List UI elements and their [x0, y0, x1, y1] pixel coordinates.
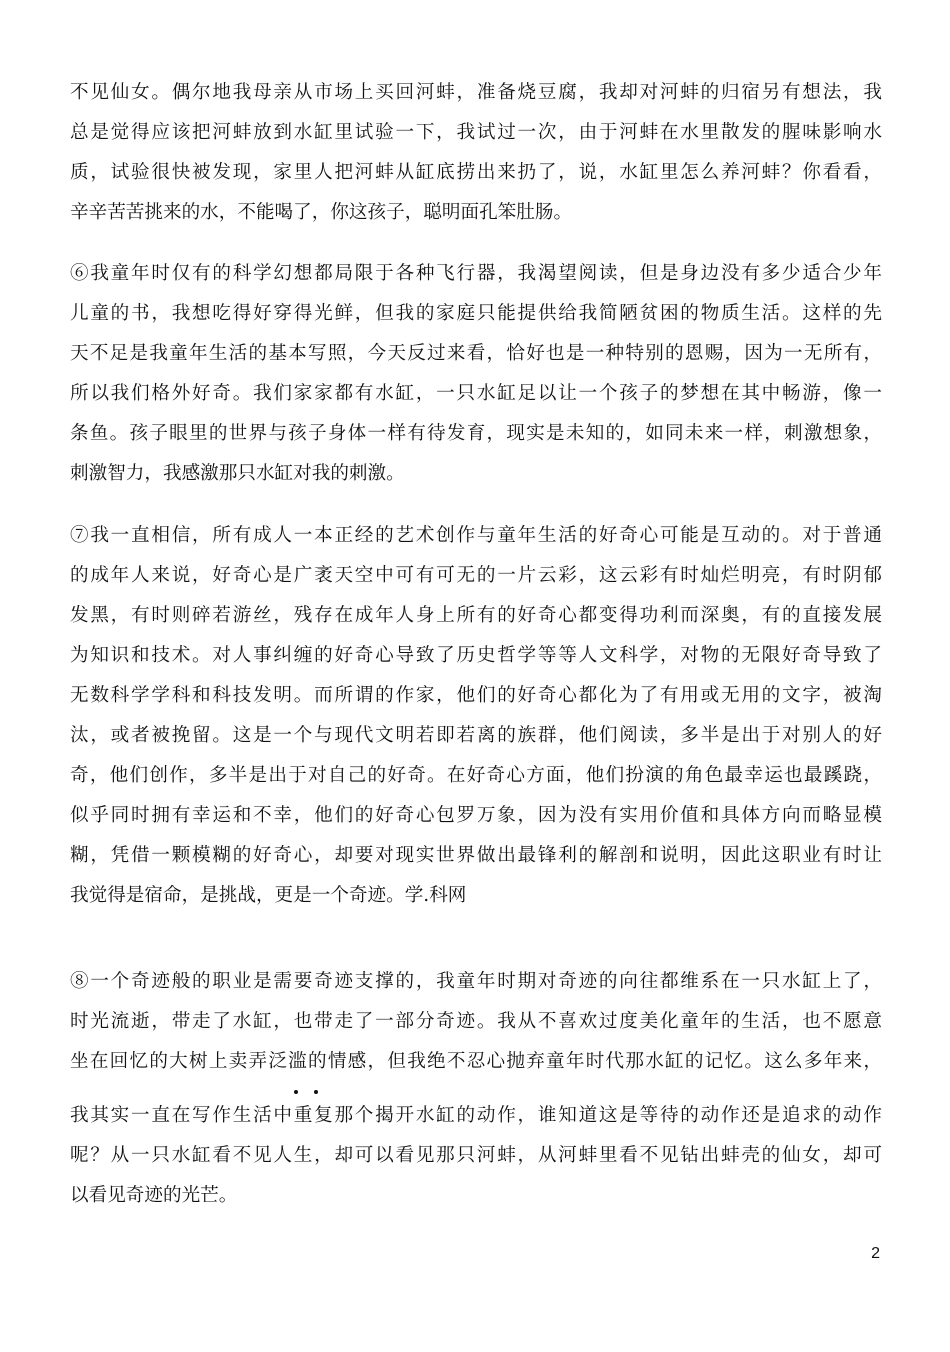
page-number: 2 — [871, 1245, 880, 1262]
text-line: 糊，凭借一颗模糊的好奇心，却要对现实世界做出最锋利的解剖和说明，因此这职业有时让 — [70, 845, 882, 866]
text-line: 所以我们格外好奇。我们家家都有水缸，一只水缸足以让一个孩子的梦想在其中畅游，像一 — [70, 383, 882, 404]
emphasis-dots — [294, 1090, 334, 1100]
text-line: 呢？从一只水缸看不见人生，却可以看见那只河蚌，从河蚌里看不见钻出蚌壳的仙女，却可 — [70, 1145, 882, 1166]
text-line: 质，试验很快被发现，家里人把河蚌从缸底捞出来扔了，说，水缸里怎么养河蚌？你看看， — [70, 162, 882, 183]
text-line: 辛辛苦苦挑来的水，不能喝了，你这孩子，聪明面孔笨肚肠。 — [70, 202, 573, 223]
text-line: 条鱼。孩子眼里的世界与孩子身体一样有待发育，现实是未知的，如同未来一样，刺激想象， — [70, 423, 882, 444]
text-line: 我觉得是宿命，是挑战，更是一个奇迹。学.科网 — [70, 885, 467, 906]
text-line: 时光流逝，带走了水缸，也带走了一部分奇迹。我从不喜欢过度美化童年的生活，也不愿意 — [70, 1011, 882, 1032]
text-line: 为知识和技术。对人事纠缠的好奇心导致了历史哲学等等人文科学，对物的无限好奇导致了 — [70, 645, 882, 666]
text-line: 的成年人来说，好奇心是广袤天空中可有可无的一片云彩，这云彩有时灿烂明亮，有时阴郁 — [70, 565, 882, 586]
text-line: 发黑，有时则碎若游丝，残存在成年人身上所有的好奇心都变得功利而深奥，有的直接发展 — [70, 605, 882, 626]
paragraph-6 — [70, 254, 882, 494]
text-line: 无数科学学科和科技发明。而所谓的作家，他们的好奇心都化为了有用或无用的文字，被淘 — [70, 685, 882, 706]
emphasis-dot — [294, 1090, 298, 1094]
text-line: 总是觉得应该把河蚌放到水缸里试验一下，我试过一次，由于河蚌在水里散发的腥味影响水 — [70, 122, 882, 143]
text-line: ⑥我童年时仅有的科学幻想都局限于各种飞行器，我渴望阅读，但是身边没有多少适合少年 — [70, 263, 882, 284]
paragraph-5-continuation — [70, 73, 882, 233]
text-line: 不见仙女。偶尔地我母亲从市场上买回河蚌，准备烧豆腐，我却对河蚌的归宿另有想法，我 — [70, 82, 882, 103]
text-line: 汰，或者被挽留。这是一个与现代文明若即若离的族群，他们阅读，多半是出于对别人的好 — [70, 725, 882, 746]
paragraph-8 — [70, 962, 882, 1216]
text-line: 以看见奇迹的光芒。 — [70, 1185, 238, 1206]
text-line: 似乎同时拥有幸运和不幸，他们的好奇心包罗万象，因为没有实用价值和具体方向而略显模 — [70, 805, 882, 826]
paragraph-7 — [70, 516, 882, 916]
text-line: ⑦我一直相信，所有成人一本正经的艺术创作与童年生活的好奇心可能是互动的。对于普通 — [70, 525, 882, 546]
text-line: 坐在回忆的大树上卖弄泛滥的情感，但我绝不忍心抛弃童年时代那水缸的记忆。这么多年来， — [70, 1051, 882, 1072]
text-line: ⑧一个奇迹般的职业是需要奇迹支撑的，我童年时期对奇迹的向往都维系在一只水缸上了， — [70, 971, 882, 992]
text-line: 天不足是我童年生活的基本写照，今天反过来看，恰好也是一种特别的恩赐，因为一无所有， — [70, 343, 882, 364]
text-line: 儿童的书，我想吃得好穿得光鲜，但我的家庭只能提供给我简陋贫困的物质生活。这样的先 — [70, 303, 882, 324]
text-line: 奇，他们创作，多半是出于对自己的好奇。在好奇心方面，他们扮演的角色最幸运也最蹊跷， — [70, 765, 882, 786]
emphasis-dot — [314, 1090, 318, 1094]
text-line: 我其实一直在写作生活中重复那个揭开水缸的动作，谁知道这是等待的动作还是追求的动作 — [70, 1105, 882, 1126]
text-line: 刺激智力，我感激那只水缸对我的刺激。 — [70, 463, 405, 484]
